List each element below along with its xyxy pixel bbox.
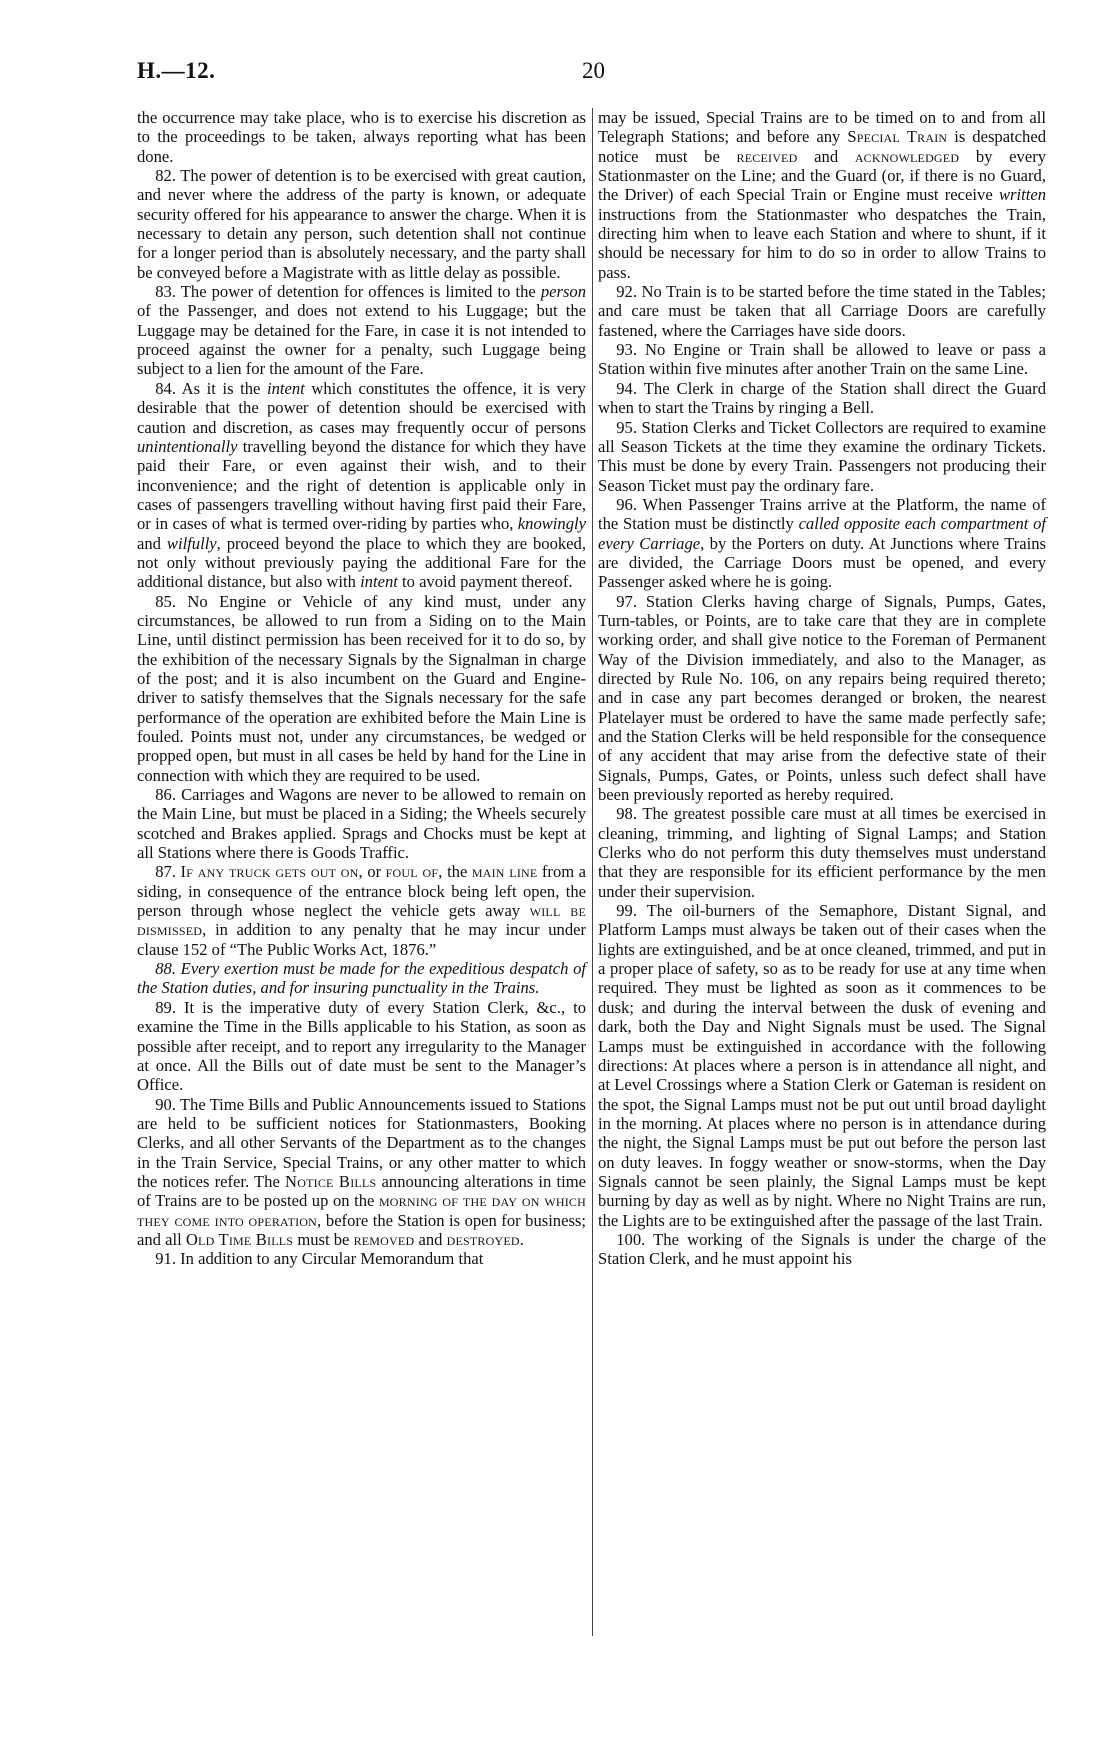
page-number: 20 bbox=[582, 58, 605, 83]
rule-82: 82. The power of detention is to be exercised with great caution, and never where the address of the party is known, or adequate security offered for his appearance to answer the charge. When it is necessary to detain any person, such detention shall not continue for a longer period than is absolutely necessary, and the party shall be conveyed before a Magistrate with as little delay as possible. bbox=[137, 166, 586, 282]
right-column bbox=[598, 108, 1046, 1269]
rule-96: 96. When Passenger Trains arrive at the Platform, the name of the Station must be distinctly called opposite each compartment of every Carriage, by the Porters on duty. At Junctions where Trains are divided, the Carriage Doors must be opened, and every Passenger asked where he is going. bbox=[598, 494, 1047, 592]
rule-92: 92. No Train is to be started before the time stated in the Tables; and care must be taken that all Carriage Doors are carefully fastened, where the Carriages have side doors. bbox=[598, 282, 1046, 340]
rule-84: 84. As it is the intent which constitutes the offence, it is very desirable that the power of detention should be exercised with caution and discretion, as cases may frequently occur of persons unintentionally travelling beyond the distance for which they have paid their Fare, or even against their wish, and to their inconvenience; and the right of detention is applicable only in cases of passengers travelling without having first paid their Fare, or in cases of what is termed over-riding by parties who, knowingly and wilfully, proceed beyond the place to which they are booked, not only without previously paying the additional Fare for the additional distance, but also with intent to avoid payment thereof. bbox=[137, 378, 586, 592]
rule-94: 94. The Clerk in charge of the Station shall direct the Guard when to start the Trains by ringing a Bell. bbox=[598, 378, 1046, 418]
paragraph-continued: may be issued, Special Trains are to be timed on to and from all Telegraph Stations; and before any Special Train is despatched notice must be received and acknowledged by every Stationmaster on the Line; and the Guard (or, if there is no Guard, the Driver) of each Special Train or Engine must receive written instructions from the Stationmaster who despatches the Train, directing him when to leave each Station and where to shunt, if it should be necessary for him to do so in order to allow Trains to pass. bbox=[598, 108, 1047, 282]
rule-95: 95. Station Clerks and Ticket Collectors are required to examine all Season Tickets at the time they examine the ordinary Tickets. This must be done by every Train. Passengers not producing their Season Ticket must pay the ordinary fare. bbox=[598, 417, 1046, 495]
rule-100: 100. The working of the Signals is under the charge of the Station Clerk, and he must appoint his bbox=[598, 1229, 1046, 1269]
paragraph-continued: the occurrence may take place, who is to exercise his discretion as to the proceedings to be taken, always reporting what has been done. bbox=[137, 108, 586, 166]
rule-91: 91. In addition to any Circular Memorandum that bbox=[155, 1249, 484, 1269]
rule-89: 89. It is the imperative duty of every Station Clerk, &c., to examine the Time in the Bills applicable to his Station, as soon as possible after receipt, and to report any irregularity to the Manager at once. All the Bills out of date must be sent to the Manager’s Office. bbox=[137, 997, 586, 1095]
document-reference: H.—12. bbox=[137, 58, 216, 83]
rule-99: 99. The oil-burners of the Semaphore, Distant Signal, and Platform Lamps must always be taken out of their cases when the lights are extinguished, and be at once cleaned, trimmed, and put in a proper place of safety, so as to be ready for use at any time when required. They must be lighted as soon as it commences to be dusk; and during the interval between the dusk of evening and dark, both the Day and Night Signals must be used. The Signal Lamps must be extinguished in accordance with the following directions: At places where a person is in attendance all night, and at Level Crossings where a Station Clerk or Gateman is resident on the spot, the Signal Lamps must not be put out until broad daylight in the morning. At places where no person is in attendance during the night, the Signal Lamps must be put out before the person last on duty leaves. In foggy weather or snow-storms, when the Day Signals cannot be seen plainly, the Signal Lamps must be kept burning by day as well as by night. Where no Night Trains are run, the Lights are to be extinguished after the passage of the last Train. bbox=[598, 901, 1046, 1230]
rule-85: 85. No Engine or Vehicle of any kind must, under any circumstances, be allowed to run from a Siding on to the Main Line, until distinct permission has been received for it to do so, by the exhibition of the necessary Signals by the Signalman in charge of the post; and it is also incumbent on the Guard and Engine-driver to satisfy themselves that the Signals necessary for the safe performance of the operation are exhibited before the Main Line is fouled. Points must not, under any circumstances, be wedged or propped open, but must in all cases be held by hand for the Line in connection with which they are required to be used. bbox=[137, 591, 586, 785]
rule-88: 88. Every exertion must be made for the expeditious despatch of the Station duties, and for insuring punctuality in the Trains. bbox=[137, 959, 586, 998]
rule-90: 90. The Time Bills and Public Announcements issued to Stations are held to be sufficient notices for Stationmasters, Booking Clerks, and all other Servants of the Department as to the changes in the Train Service, Special Trains, or any other matter to which the notices refer. The Notice Bills announcing alterations in time of Trains are to be posted up on the morning of the day on which they come into operation, before the Station is open for business; and all Old Time Bills must be removed and destroyed. bbox=[137, 1094, 586, 1249]
rule-83: 83. The power of detention for offences is limited to the person of the Passenger, and does not extend to his Luggage; but the Luggage may be detained for the Fare, in case it is not intended to proceed against the owner for a penalty, such Luggage being subject to a lien for the amount of the Fare. bbox=[137, 282, 586, 379]
rule-97: 97. Station Clerks having charge of Signals, Pumps, Gates, Turn-tables, or Points, are to take care that they are in complete working order, and shall give notice to the Foreman of Permanent Way of the Division immediately, and also to the Manager, as directed by Rule No. 106, on any repairs being required thereto; and in case any part becomes deranged or broken, the nearest Platelayer must be ordered to have the same made perfectly safe; and the Station Clerks will be held responsible for the consequence of any accident that may arise from the defective state of their Signals, Pumps, Gates, or Points, unless such defect shall have been previously reported as hereby required. bbox=[598, 591, 1046, 805]
column-divider bbox=[592, 108, 593, 1636]
rule-93: 93. No Engine or Train shall be allowed to leave or pass a Station within five minutes after another Train on the same Line. bbox=[598, 340, 1046, 379]
rule-87: 87. If any truck gets out on, or foul of, the main line from a siding, in consequence of the entrance block being left open, the person through whose neglect the vehicle gets away will be dismissed, in addition to any penalty that he may incur under clause 152 of “The Public Works Act, 1876.” bbox=[137, 862, 587, 959]
left-column bbox=[137, 108, 586, 1269]
rule-86: 86. Carriages and Wagons are never to be allowed to remain on the Main Line, but must be placed in a Siding; the Wheels securely scotched and Brakes applied. Sprags and Chocks must be kept at all Stations where there is Goods Traffic. bbox=[137, 785, 586, 863]
rule-98: 98. The greatest possible care must at all times be exercised in cleaning, trimming, and lighting of Signal Lamps; and Station Clerks who do not perform this duty themselves must understand that they are responsible for its efficient performance by the men under their supervision. bbox=[598, 804, 1046, 901]
